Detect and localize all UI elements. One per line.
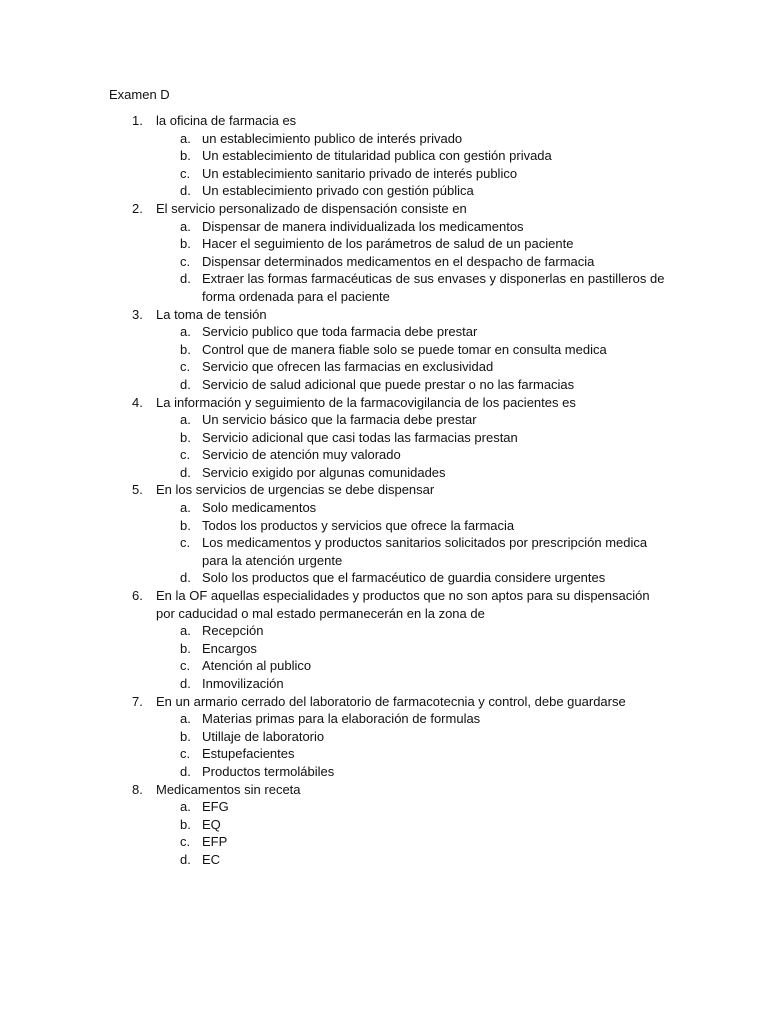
option-text: Los medicamentos y productos sanitarios solicitados por prescripción medica para la atención urgente (202, 535, 648, 568)
option-item (0, 499, 768, 517)
option-text: Hacer el seguimiento de los parámetros de salud de un paciente (202, 236, 574, 252)
option-item (0, 851, 768, 869)
option-text: Solo los productos que el farmacéutico de guardia considere urgentes (202, 570, 606, 586)
option-letter: a. (180, 218, 191, 234)
option-text: Servicio que ofrecen las farmacias en exclusividad (202, 359, 494, 375)
question-list (0, 112, 768, 869)
option-item (0, 816, 768, 834)
option-letter: a. (180, 500, 191, 516)
option-letter: d. (180, 464, 191, 480)
option-letter: d. (180, 271, 191, 287)
question-text: En la OF aquellas especialidades y productos que no son aptos para su dispensación por caducidad o mal estado permanecerán en la zona de (156, 588, 650, 621)
option-letter: a. (180, 799, 191, 815)
option-text: EC (202, 851, 221, 867)
option-item (0, 657, 768, 675)
question-item (0, 693, 768, 781)
option-letter: d. (180, 570, 191, 586)
option-item (0, 218, 768, 236)
question-row (0, 781, 768, 799)
option-item (0, 745, 768, 763)
option-letter: a. (180, 711, 191, 727)
option-item (0, 165, 768, 183)
option-letter: b. (180, 728, 191, 744)
option-text: EFG (202, 799, 229, 815)
option-item (0, 376, 768, 394)
option-text: Utillaje de laboratorio (202, 728, 325, 744)
option-letter: b. (180, 148, 191, 164)
option-letter: c. (180, 834, 191, 850)
option-item (0, 798, 768, 816)
option-list (0, 798, 768, 868)
question-item (0, 394, 768, 482)
option-text: Servicio adicional que casi todas las farmacias prestan (202, 429, 518, 445)
option-text: Dispensar determinados medicamentos en el despacho de farmacia (202, 253, 595, 269)
option-letter: d. (180, 183, 191, 199)
option-item (0, 358, 768, 376)
question-text: La información y seguimiento de la farmacovigilancia de los pacientes es (156, 394, 576, 410)
option-text: Un establecimiento sanitario privado de interés publico (202, 165, 518, 181)
question-text: la oficina de farmacia es (156, 113, 297, 128)
option-letter: d. (180, 376, 191, 392)
question-text: El servicio personalizado de dispensación consiste en (156, 200, 467, 216)
option-item (0, 517, 768, 535)
question-text: En un armario cerrado del laboratorio de farmacotecnia y control, debe guardarse (156, 693, 626, 709)
question-item (0, 200, 768, 306)
option-text: Un establecimiento de titularidad publica con gestión privada (202, 148, 552, 164)
option-text: Materias primas para la elaboración de formulas (202, 711, 481, 727)
question-item (0, 781, 768, 869)
option-item (0, 640, 768, 658)
question-item (0, 587, 768, 693)
question-number: 3. (132, 306, 143, 322)
option-letter: c. (180, 359, 191, 375)
question-number: 5. (132, 482, 143, 498)
option-list (0, 130, 768, 200)
option-letter: b. (180, 341, 191, 357)
option-text: Un servicio básico que la farmacia debe prestar (202, 412, 477, 428)
option-text: Servicio de salud adicional que puede prestar o no las farmacias (202, 376, 575, 392)
option-text: Servicio exigido por algunas comunidades (202, 464, 446, 480)
question-number: 8. (132, 781, 143, 797)
option-item (0, 534, 768, 569)
option-letter: b. (180, 816, 191, 832)
option-text: un establecimiento publico de interés privado (202, 130, 463, 146)
question-number: 2. (132, 200, 143, 216)
option-item (0, 147, 768, 165)
document-title: Examen D (109, 87, 170, 102)
option-letter: c. (180, 535, 191, 551)
option-list (0, 323, 768, 393)
option-list (0, 218, 768, 306)
option-list (0, 499, 768, 587)
question-item (0, 481, 768, 587)
option-text: Servicio publico que toda farmacia debe prestar (202, 324, 478, 340)
option-item (0, 763, 768, 781)
option-item (0, 446, 768, 464)
question-item (0, 306, 768, 394)
option-text: Todos los productos y servicios que ofrece la farmacia (202, 517, 515, 533)
option-item (0, 323, 768, 341)
option-text: Recepción (202, 623, 264, 639)
option-item (0, 622, 768, 640)
option-text: Encargos (202, 640, 257, 656)
question-number: 6. (132, 588, 143, 604)
option-text: Productos termolábiles (202, 763, 335, 779)
option-item (0, 675, 768, 693)
question-item (0, 112, 768, 200)
option-letter: c. (180, 746, 191, 762)
option-letter: b. (180, 429, 191, 445)
option-text: Solo medicamentos (202, 500, 317, 516)
option-item (0, 270, 768, 305)
option-letter: c. (180, 447, 191, 463)
question-text: La toma de tensión (156, 306, 267, 322)
question-row (0, 693, 768, 711)
option-text: EQ (202, 816, 221, 832)
option-letter: a. (180, 623, 191, 639)
option-letter: c. (180, 253, 191, 269)
option-text: Servicio de atención muy valorado (202, 447, 401, 463)
option-item (0, 130, 768, 148)
option-item (0, 253, 768, 271)
option-letter: a. (180, 130, 191, 146)
option-letter: d. (180, 676, 191, 691)
option-text: Control que de manera fiable solo se puede tomar en consulta medica (202, 341, 607, 357)
question-row (0, 306, 768, 324)
question-row (0, 481, 768, 499)
option-text: EFP (202, 834, 228, 850)
option-letter: c. (180, 165, 191, 181)
option-letter: c. (180, 658, 191, 674)
option-item (0, 182, 768, 200)
option-text: Un establecimiento privado con gestión pública (202, 183, 474, 199)
option-letter: a. (180, 324, 191, 340)
option-item (0, 235, 768, 253)
option-text: Extraer las formas farmacéuticas de sus envases y disponerlas en pastilleros de forma ordenada para el paciente (202, 271, 665, 304)
question-number: 4. (132, 394, 143, 410)
option-text: Atención al publico (202, 658, 312, 674)
option-item (0, 341, 768, 359)
option-text: Estupefacientes (202, 746, 295, 762)
question-number: 7. (132, 693, 143, 709)
option-list (0, 710, 768, 780)
option-item (0, 569, 768, 587)
question-row (0, 587, 768, 622)
option-list (0, 411, 768, 481)
option-letter: b. (180, 236, 191, 252)
option-letter: d. (180, 851, 191, 867)
option-list (0, 622, 768, 692)
question-text: Medicamentos sin receta (156, 781, 301, 797)
option-item (0, 833, 768, 851)
option-item (0, 710, 768, 728)
option-letter: b. (180, 640, 191, 656)
question-row (0, 200, 768, 218)
option-item (0, 429, 768, 447)
option-text: Dispensar de manera individualizada los medicamentos (202, 218, 524, 234)
option-letter: d. (180, 763, 191, 779)
option-item (0, 728, 768, 746)
option-letter: a. (180, 412, 191, 428)
option-letter: b. (180, 517, 191, 533)
question-row (0, 394, 768, 412)
option-item (0, 411, 768, 429)
question-number: 1. (132, 113, 143, 128)
option-item (0, 464, 768, 482)
question-row (0, 112, 768, 130)
option-text: Inmovilización (202, 676, 284, 691)
question-text: En los servicios de urgencias se debe dispensar (156, 482, 435, 498)
